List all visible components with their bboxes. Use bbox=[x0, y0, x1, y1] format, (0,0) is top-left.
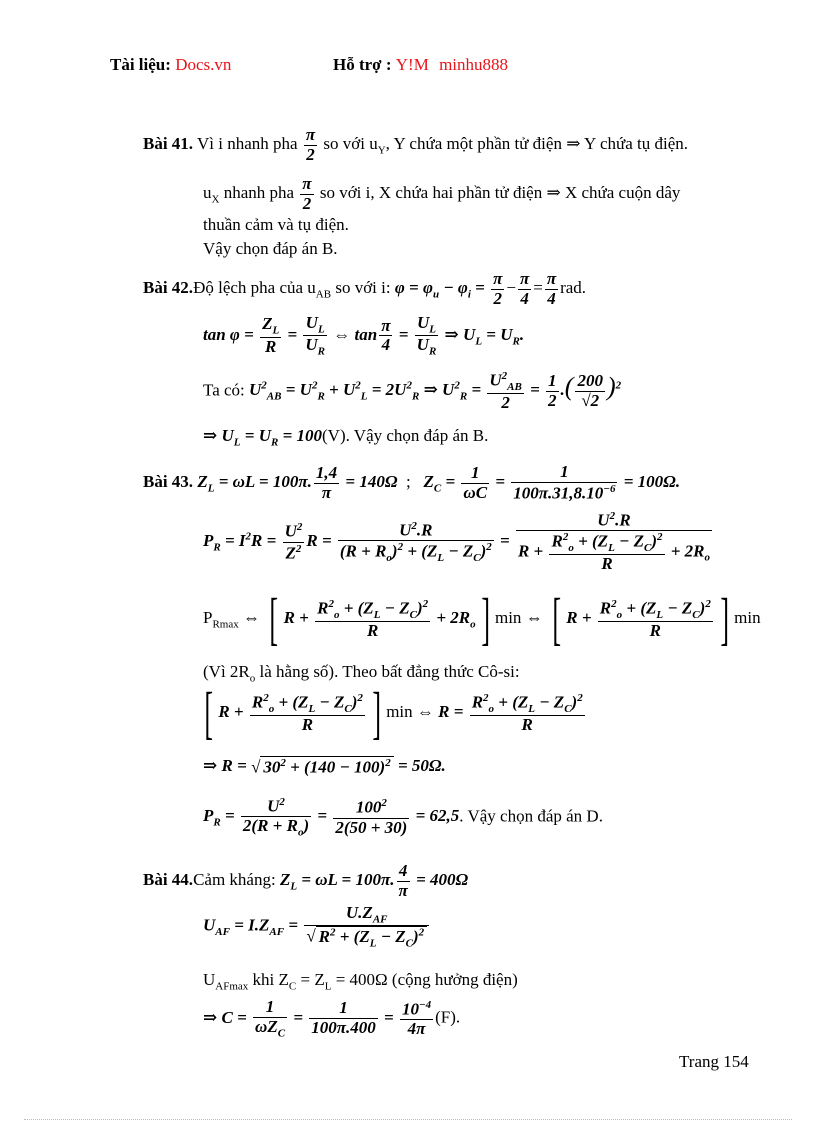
text: (V). Vậy chọn đáp án B. bbox=[322, 426, 489, 445]
text: (F). bbox=[435, 1007, 461, 1027]
b42-result-line: ⇒ $U_L = U_R = 100(V)$. Vậy chọn đáp án B. bbox=[203, 426, 489, 449]
b43-note-line: (Vì $2R_o$ là hằng số). Theo bất đẳng thức Cô-si: bbox=[203, 662, 520, 685]
fraction-pi-2: $\frac{\pi}{2}$ bbox=[302, 174, 312, 213]
b43-cosi-line: [ R + $\frac{R^2_o + (Z_L - Z_C)^2}{R}$ ] min ⇔ R = $\frac{R^2_o + (Z_L - Z_C)^2}{R}$ bbox=[204, 680, 583, 745]
text: Độ lệch pha của u bbox=[193, 278, 316, 298]
text: U bbox=[203, 970, 216, 989]
site-link[interactable]: Docs.vn bbox=[175, 55, 232, 74]
colon: : bbox=[165, 55, 171, 74]
text: Ta có: bbox=[203, 380, 245, 400]
b41-line4: Vậy chọn đáp án B. bbox=[203, 239, 338, 258]
doc-label-text: Tài liệu bbox=[110, 55, 166, 74]
b43-line1: Bài 43. $Z_L = \omega L = 100\pi$. $\frac{1,4}{\pi}$ = 140Ω ; $Z_C$ = $\frac{1}{\omega C}$ = $\frac{1}{100\pi.31,8.10^{-6}}$ = 100Ω. bbox=[143, 462, 681, 503]
sub: Rmax bbox=[212, 618, 239, 631]
b42-taco-line: Ta có: $U^2_{AB} = U^2_R + U^2_L = 2U^2_R$ ⇒ $U^2_R$ = $\frac{U^2_{AB}}{2}$ = $\frac{1}{2}$ .( $\frac{200}{√2}$ )$^2$ bbox=[203, 370, 622, 413]
sub: AB bbox=[315, 288, 332, 301]
b44-line1: Bài 44.Cảm kháng: $Z_L = \omega L = 100\pi$. $\frac{4}{\pi}$ = 400Ω bbox=[143, 861, 469, 900]
text: nhanh pha bbox=[223, 183, 295, 203]
sub: AFmax bbox=[215, 980, 249, 993]
text: = Z bbox=[300, 970, 325, 989]
b43-pr-result: $P_R$ = $\frac{U^2}{2(R + R_o)}$ = $\frac{100^2}{2(50 + 30)}$ = 62,5. Vậy chọn đáp án D. bbox=[203, 796, 603, 839]
text: Vì i nhanh pha bbox=[197, 134, 298, 154]
exercise-label: Bài 42. bbox=[143, 278, 194, 298]
footer-divider bbox=[24, 1119, 792, 1120]
b44-resonance-line: $U_{AFmax}$ khi $Z_C = Z_L = 400\Omega$ (cộng hưởng điện) bbox=[203, 970, 518, 993]
text: . Vậy chọn đáp án D. bbox=[459, 806, 603, 826]
ym-user[interactable]: minhu888 bbox=[439, 55, 509, 74]
ym-label: Y!M bbox=[395, 55, 429, 74]
b44-c-result: ⇒ C = $\frac{1}{\omega Z_C}$ = $\frac{1}{100\pi.400}$ = $\frac{10^{-4}}{4\pi}$ (F). bbox=[203, 997, 461, 1040]
fraction-pi-2: $\frac{\pi}{2}$ bbox=[305, 125, 316, 164]
b43-r-result: ⇒ R = √ $30^2 + (140 - 100)^2 = 50\Omega$. bbox=[203, 756, 446, 777]
text: min bbox=[386, 701, 413, 721]
b41-line2: $u_X$ nhanh pha $\frac{\pi}{2}$ so với i, X chứa hai phần tử điện ⇒ X chứa cuộn dây bbox=[203, 174, 681, 213]
b44-uaf-formula: $U_{AF} = I.Z_{AF}$ = $\frac{U.Z_{AF}}{√ R^2 + (Z_L - Z_C)^2}$ bbox=[203, 904, 431, 950]
text: so với i: bbox=[335, 278, 391, 298]
b41-line3: thuần cảm và tụ điện. bbox=[203, 215, 349, 234]
text: rad. bbox=[560, 278, 587, 298]
text: so với i, X chứa hai phần tử điện ⇒ X chứa cuộn dây bbox=[319, 183, 681, 203]
b41-line1: Bài 41. Vì i nhanh pha $\frac{\pi}{2}$ so với $u_Y$, Y chứa một phần tử điện ⇒ Y chứa tụ điện. bbox=[143, 125, 688, 164]
text: u bbox=[203, 183, 212, 203]
support-label: Hỗ trợ bbox=[333, 55, 382, 74]
text: là hằng số). Theo bất đẳng thức Cô-si: bbox=[259, 662, 520, 681]
text: so với u bbox=[323, 134, 378, 154]
text: min bbox=[734, 607, 761, 627]
b43-power-formula: $P_R = I^2R$ = $\frac{U^2}{Z^2}$ R = $\frac{U^2.R}{(R + R_o)^2 + (Z_L - Z_C)^2}$ = $U^2.R$ R + $\frac{R^2_o + (Z_L - Z_C)^2}{R}$ + $2R_o$ bbox=[203, 510, 711, 574]
page-number: Trang 154 bbox=[679, 1052, 749, 1071]
text: , Y chứa một phần tử điện ⇒ Y chứa tụ điện. bbox=[385, 134, 688, 154]
text: (Vì 2R bbox=[203, 662, 250, 681]
text: khi Z bbox=[252, 970, 289, 989]
b43-prmax-line: $P_{Rmax}$ ⇔ [ R + $\frac{R^2_o + (Z_L - Z_C)^2}{R}$ + $2R_o$] min ⇔ [ R + $\frac{R^2_o + (Z_L - Z_C)^2}{R}$ ] min bbox=[203, 586, 761, 651]
text: P bbox=[203, 607, 213, 627]
exercise-label: Bài 44. bbox=[143, 870, 194, 890]
header-doc-label bbox=[110, 55, 231, 75]
exercise-label: Bài 41. bbox=[143, 134, 194, 154]
text: Cảm kháng: bbox=[193, 870, 276, 890]
exercise-label: Bài 43. bbox=[143, 471, 194, 491]
b42-line1: Bài 42.Độ lệch pha của $u_{AB}$ so với i: $\varphi = \varphi_u - \varphi_i$ = $\frac{\pi}{2}$ − $\frac{\pi}{4}$ = $\frac{\pi}{4}$ rad. bbox=[143, 269, 587, 308]
text: = 400Ω (cộng hưởng điện) bbox=[335, 970, 518, 989]
header-support bbox=[333, 55, 508, 75]
colon: : bbox=[385, 55, 392, 74]
text: min bbox=[494, 607, 522, 627]
b42-tan-equation: tan φ = $\frac{Z_L}{R}$ = $\frac{U_L}{U_R}$ ⇔ tan $\frac{\pi}{4}$ = $\frac{U_L}{U_R}$ ⇒ $U_L = U_R$. bbox=[203, 313, 525, 358]
